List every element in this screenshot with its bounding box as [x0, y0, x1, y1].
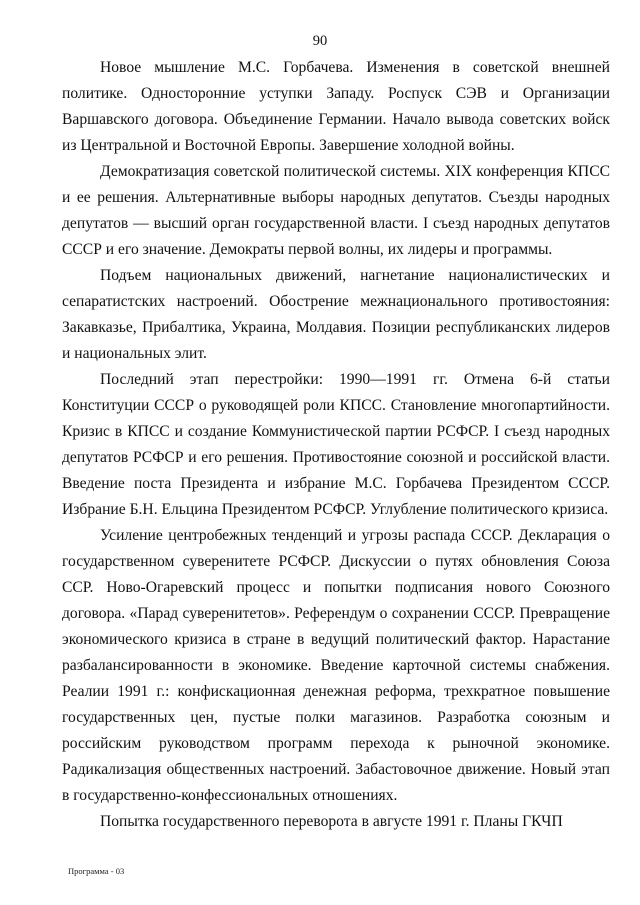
- paragraph-last-stage-perestroika: Последний этап перестройки: 1990—1991 гг. Отмена 6-й статьи Конституции СССР о руководящей роли КПСС. Становление многопартийности. Кризис в КПСС и создание Коммунистической партии РСФСР. I съезд народных депутатов РСФСР и его решения. Противостояние союзной и российской власти. Введение поста Президента и избрание М.С. Горбачева Президентом СССР. Избрание Б.Н. Ельцина Президентом РСФСР. Углубление политического кризиса.: [62, 371, 610, 518]
- paragraph-new-thinking: Новое мышление М.С. Горбачева. Изменения в советской внешней политике. Односторонние уступки Западу. Роспуск СЭВ и Организации Варшавского договора. Объединение Германии. Начало вывода советских войск из Центральной и Восточной Европы. Завершение холодной войны.: [62, 59, 610, 154]
- page-number: 90: [312, 33, 328, 49]
- footer-program-label: Программа - 03: [68, 866, 125, 876]
- paragraph-centrifugal-tendencies: Усиление центробежных тенденций и угрозы распада СССР. Декларация о государственном суверенитете РСФСР. Дискуссии о путях обновления Союза ССР. Ново-Огаревский процесс и попытки подписания нового Союзного договора. «Парад суверенитетов». Референдум о сохранении СССР. Превращение экономического кризиса в стране в ведущий политический фактор. Нарастание разбалансированности в экономике. Введение карточной системы снабжения. Реалии 1991 г.: конфискационная денежная реформа, трехкратное повышение государственных цен, пустые полки магазинов. Разработка союзным и российским руководством программ перехода к рыночной экономике. Радикализация общественных настроений. Забастовочное движение. Новый этап в государственно-конфессиональных отношениях.: [62, 527, 610, 804]
- paragraph-national-movements: Подъем национальных движений, нагнетание националистических и сепаратистских настроений. Обострение межнационального противостояния: Закавказье, Прибалтика, Украина, Молдавия. Позиции республиканских лидеров и национальных элит.: [62, 267, 610, 362]
- paragraph-democratization: Демократизация советской политической системы. XIX конференция КПСС и ее решения. Альтернативные выборы народных депутатов. Съезды народных депутатов — высший орган государственной власти. I съезд народных депутатов СССР и его значение. Демократы первой волны, их лидеры и программы.: [62, 163, 610, 258]
- body-text: [62, 55, 610, 835]
- paragraph-coup-attempt: Попытка государственного переворота в августе 1991 г. Планы ГКЧП: [100, 813, 563, 830]
